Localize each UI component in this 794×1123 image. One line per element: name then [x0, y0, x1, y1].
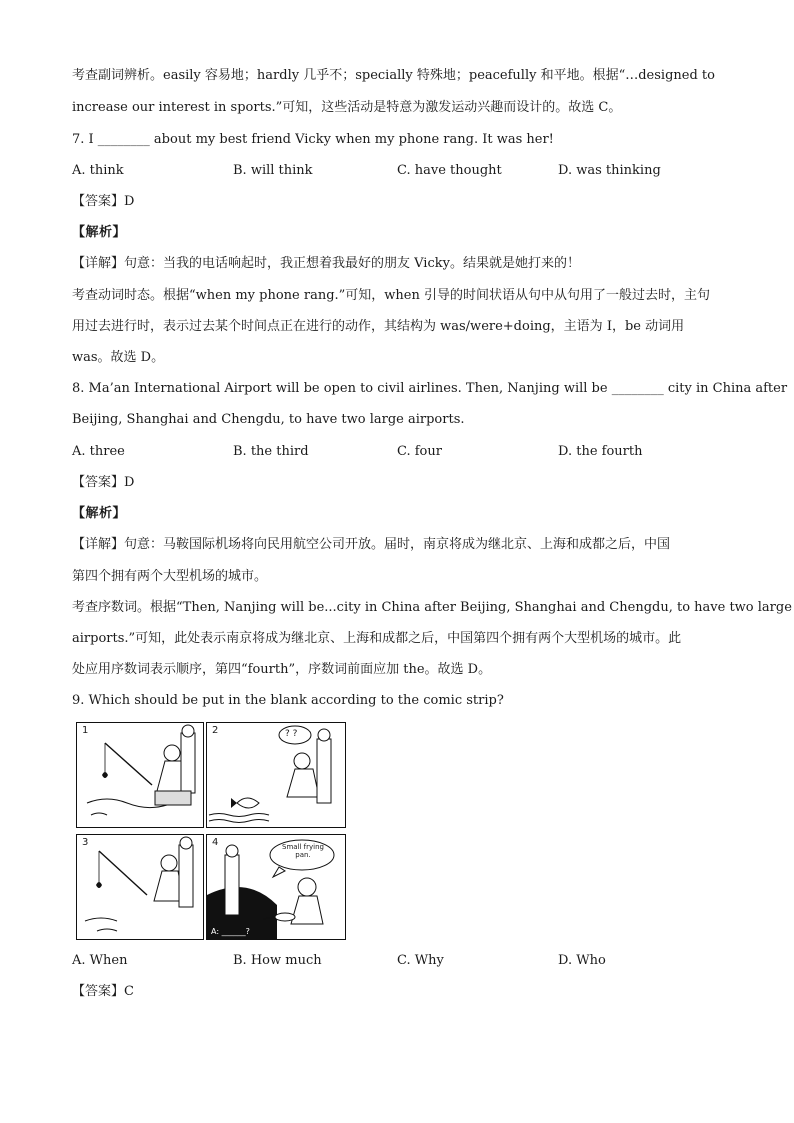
question-7: 7. I ________ about my best friend Vicky when my phone rang. It was her!: [72, 132, 554, 147]
comic-panel-3: [76, 834, 204, 940]
text-line: 处应用序数词表示顺序，第四“fourth”，序数词前面应加 the。故选 D。: [72, 662, 492, 677]
q7-option-d: D. was thinking: [558, 163, 661, 178]
text-line: Beijing, Shanghai and Chengdu, to have two large airports.: [72, 412, 465, 427]
fishing-again-illustration: [77, 835, 203, 939]
q8-answer: 【答案】D: [72, 475, 135, 490]
q8-option-a: A. three: [72, 444, 125, 459]
question-8: 8. Ma’an International Airport will be open to civil airlines. Then, Nanjing will be ________ city in China after: [72, 381, 788, 396]
q7-option-a: A. think: [72, 163, 124, 178]
q7-answer: 【答案】D: [72, 194, 135, 209]
text-line: 考查序数词。根据“Then, Nanjing will be...city in China after Beijing, Shanghai and Chengdu, to have two large: [72, 600, 792, 615]
q8-detail: 【详解】句意：马鞍国际机场将向民用航空公司开放。届时，南京将成为继北京、上海和成都之后，中国: [72, 537, 671, 552]
comic-question-blank: A: ______?: [207, 925, 254, 939]
comic-panel-1: [76, 722, 204, 828]
q9-option-c: C. Why: [397, 953, 444, 968]
text-line: 第四个拥有两个大型机场的城市。: [72, 569, 268, 584]
q8-option-c: C. four: [397, 444, 442, 459]
panel-number: 3: [82, 837, 89, 848]
comic-panel-2: [206, 722, 346, 828]
text-line: 考查动词时态。根据“when my phone rang.”可知，when 引导的时间状语从句中从句用了一般过去时，主句: [72, 288, 711, 303]
panel-number: 2: [212, 725, 219, 736]
panel-number: 1: [82, 725, 89, 736]
fishing-scene-illustration: [77, 723, 203, 827]
comic-strip: [76, 722, 346, 940]
q9-answer: 【答案】C: [72, 984, 134, 999]
question-bubble: ? ?: [285, 729, 298, 739]
q9-option-b: B. How much: [233, 953, 322, 968]
text-line: 考查副词辨析。easily 容易地；hardly 几乎不；specially 特殊地；peacefully 和平地。根据“…designed to: [72, 68, 715, 83]
q7-detail: 【详解】句意：当我的电话响起时，我正想着我最好的朋友 Vicky。结果就是她打来的！: [72, 256, 580, 271]
text-line: was。故选 D。: [72, 350, 165, 365]
q9-option-a: A. When: [72, 953, 128, 968]
text-line: 用过去进行时，表示过去某个时间点正在进行的动作，其结构为 was/were+doing，主语为 I，be 动词用: [72, 319, 685, 334]
q7-option-c: C. have thought: [397, 163, 502, 178]
q8-option-d: D. the fourth: [558, 444, 643, 459]
q8-option-b: B. the third: [233, 444, 309, 459]
question-9: 9. Which should be put in the blank according to the comic strip?: [72, 693, 504, 708]
q7-option-b: B. will think: [233, 163, 313, 178]
panel-number: 4: [212, 837, 219, 848]
comic-panel-4: [206, 834, 346, 940]
catching-fish-illustration: [207, 723, 345, 827]
q9-option-d: D. Who: [558, 953, 606, 968]
text-line: airports.”可知，此处表示南京将成为继北京、上海和成都之后，中国第四个拥有两个大型机场的城市。此: [72, 631, 682, 646]
text-line: increase our interest in sports.”可知，这些活动是特意为激发运动兴趣而设计的。故选 C。: [72, 100, 622, 115]
q8-analysis-heading: 【解析】: [72, 506, 127, 521]
speech-bubble-text: Small frying pan.: [282, 843, 324, 859]
q7-analysis-heading: 【解析】: [72, 225, 127, 240]
